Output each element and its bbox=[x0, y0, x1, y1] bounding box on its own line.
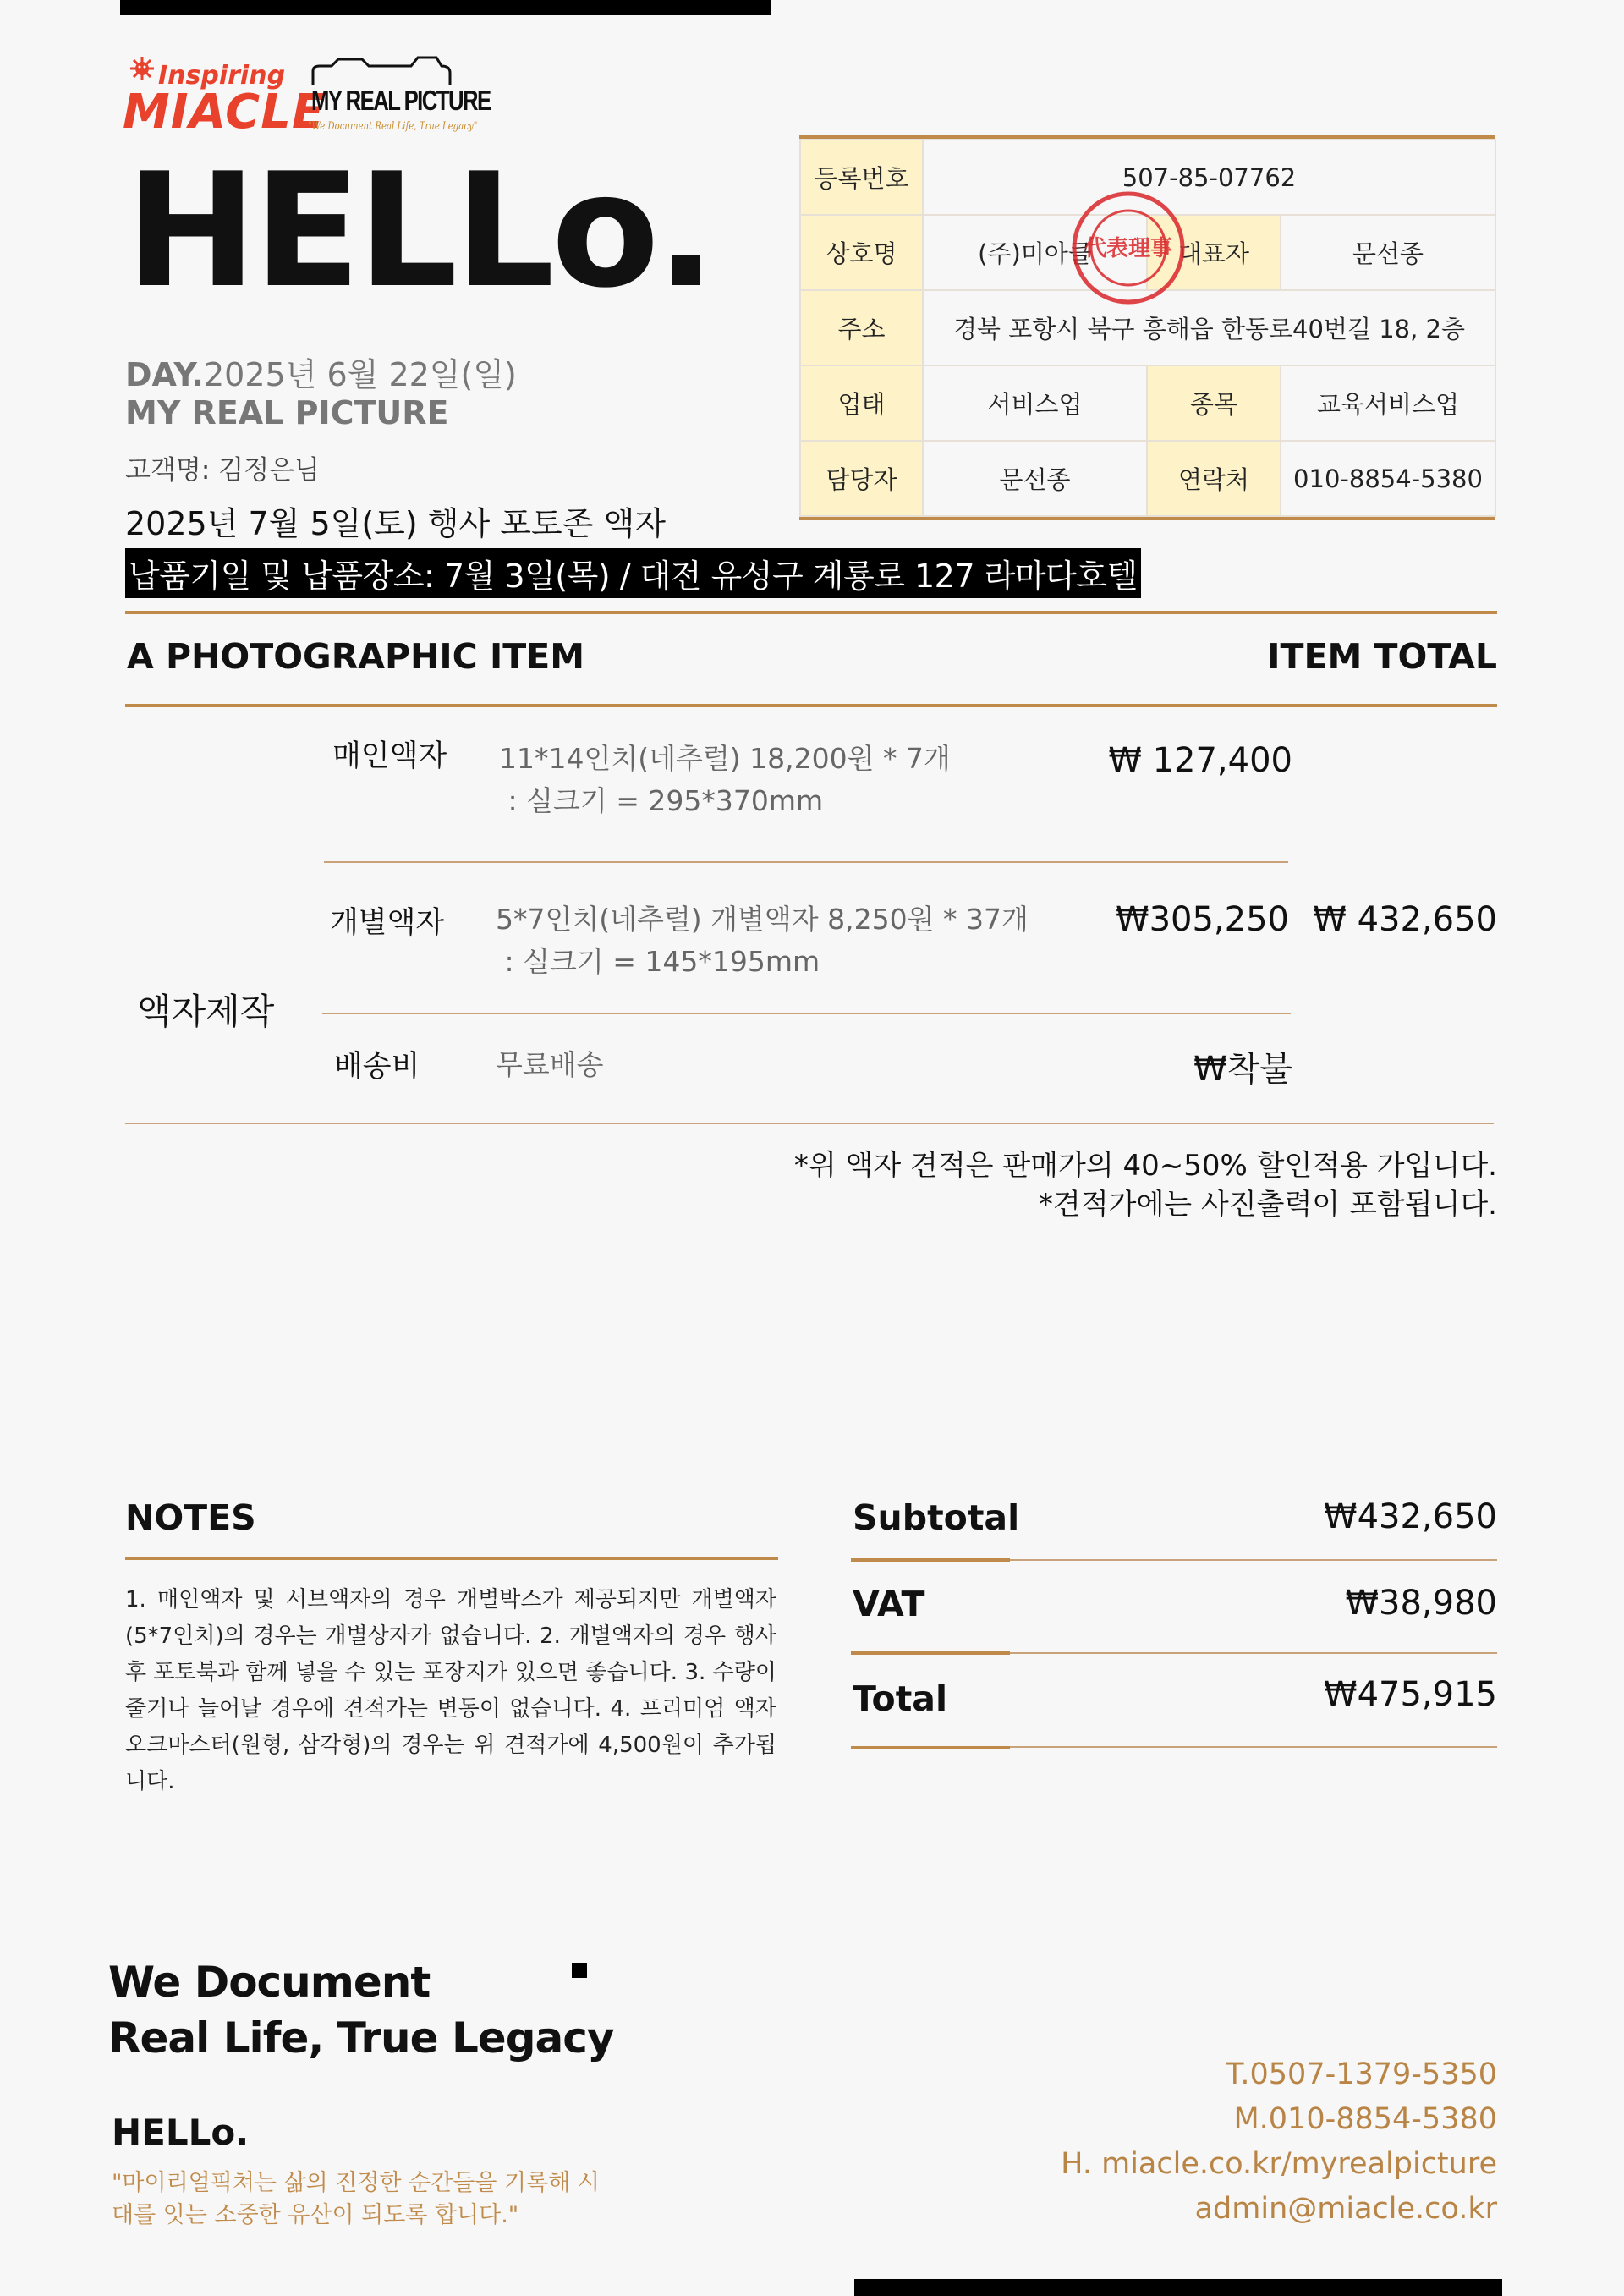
day-label: DAY. bbox=[125, 356, 204, 393]
item-amount-shipping: ₩착불 bbox=[1193, 1050, 1292, 1089]
business-item-label: 종목 bbox=[1147, 365, 1281, 441]
item-desc-main-frame bbox=[499, 738, 951, 822]
subtotal-value: ₩432,650 bbox=[1324, 1497, 1497, 1536]
document-date bbox=[125, 349, 517, 395]
business-type-label: 업태 bbox=[800, 365, 923, 441]
notes-rule bbox=[125, 1557, 778, 1560]
item-name-individual-frame: 개별액자 bbox=[330, 906, 445, 940]
event-title: 2025년 7월 5일(토) 행사 포토존 액자 bbox=[125, 505, 666, 542]
footer-hello: HELLo. bbox=[112, 2112, 250, 2153]
brand-name: MY REAL PICTURE bbox=[125, 394, 449, 431]
item-desc-shipping: 무료배송 bbox=[496, 1048, 604, 1081]
miacle-logo-text: MIACLE bbox=[123, 85, 326, 140]
contact-tel: T.0507-1379-5350 bbox=[1226, 2057, 1497, 2091]
discount-footnote: *위 액자 견적은 판매가의 40~50% 할인적용 가입니다. bbox=[793, 1149, 1497, 1183]
top-bar bbox=[120, 0, 771, 15]
company-name-label: 상호명 bbox=[800, 215, 923, 290]
item-desc-main-frame-line1: 11*14인치(네추럴) 18,200원 * 7개 bbox=[499, 742, 951, 775]
total-rule bbox=[1010, 1746, 1497, 1748]
items-header-right: ITEM TOTAL bbox=[1267, 636, 1497, 677]
footer-tagline-line1: We Document bbox=[108, 1958, 431, 2007]
footer-quote: "마이리얼픽쳐는 삶의 진정한 순간들을 기록해 시대를 잇는 소중한 유산이 되도록 합니다." bbox=[112, 2170, 600, 2228]
customer-name: 고객명: 김정은님 bbox=[125, 455, 320, 486]
subtotal-rule bbox=[1010, 1559, 1497, 1561]
miacle-logo bbox=[123, 52, 326, 140]
notes-body: 1. 매인액자 및 서브액자의 경우 개별박스가 제공되지만 개별액자(5*7인치)의 경우는 개별상자가 없습니다. 2. 개별액자의 경우 행사 후 포토북과 함께 넣을 수 있는 포장지가 있으면 좋습니다. 3. 수량이 줄거나 늘어날 경우에 견적가는 변동이 없습니다. 4. 프리미엄 액자 오크마스터(원형, 삼각형)의 경우는 위 견적가에 4,500원이 추가됩니다. bbox=[125, 1587, 776, 1794]
item-desc-individual-frame bbox=[496, 898, 1029, 983]
my-real-picture-logo bbox=[306, 52, 491, 146]
item-divider bbox=[324, 861, 1288, 863]
items-bottom-rule bbox=[125, 1123, 1494, 1124]
total-rule-accent bbox=[851, 1746, 1010, 1749]
decorative-square bbox=[572, 1963, 587, 1978]
address-label: 주소 bbox=[800, 290, 923, 365]
contact-website[interactable]: H. miacle.co.kr/myrealpicture bbox=[1061, 2147, 1497, 2181]
bottom-bar bbox=[854, 2279, 1502, 2296]
my-real-picture-logo-text: MY REAL PICTURE bbox=[311, 85, 491, 116]
camera-icon bbox=[310, 52, 453, 86]
footer-tagline-line2: Real Life, True Legacy bbox=[108, 2013, 614, 2063]
items-header-rule bbox=[125, 704, 1497, 707]
subtotal-rule-accent bbox=[851, 1558, 1010, 1562]
reg-number-value: 507-85-07762 bbox=[923, 140, 1495, 215]
miacle-logo-inspiring: Inspiring bbox=[158, 61, 286, 91]
ceo-label: 대표자 bbox=[1147, 215, 1281, 290]
contact-email[interactable]: admin@miacle.co.kr bbox=[1194, 2192, 1497, 2226]
total-value: ₩475,915 bbox=[1324, 1675, 1497, 1714]
vat-rule bbox=[1010, 1652, 1497, 1654]
item-desc-main-frame-line2: : 실크기 = 295*370mm bbox=[499, 784, 824, 817]
day-value: 2025년 6월 22일(일) bbox=[203, 356, 517, 393]
subtotal-label: Subtotal bbox=[853, 1497, 1020, 1538]
item-total-amount: ₩ 432,650 bbox=[1313, 900, 1497, 939]
item-category: 액자제작 bbox=[137, 991, 275, 1032]
contact-mobile: M.010-8854-5380 bbox=[1233, 2102, 1497, 2136]
phone-label: 연락처 bbox=[1147, 441, 1281, 516]
hello-heading: HELLo. bbox=[125, 139, 713, 322]
notes-title: NOTES bbox=[125, 1497, 256, 1538]
seal-text: 代表理事 bbox=[1084, 236, 1173, 261]
total-label: Total bbox=[853, 1678, 948, 1719]
my-real-picture-logo-tagline: "We Document Real Life, True Legacy" bbox=[308, 120, 478, 133]
vat-rule-accent bbox=[851, 1651, 1010, 1655]
item-amount-individual-frame: ₩305,250 bbox=[1116, 900, 1289, 939]
item-divider bbox=[322, 1013, 1291, 1014]
item-desc-individual-frame-line2: : 실크기 = 145*195mm bbox=[496, 945, 820, 978]
manager-label: 담당자 bbox=[800, 441, 923, 516]
manager-value: 문선종 bbox=[923, 441, 1147, 516]
company-seal-stamp bbox=[1068, 188, 1188, 308]
business-item-value: 교육서비스업 bbox=[1281, 365, 1495, 441]
vat-label: VAT bbox=[853, 1584, 925, 1624]
company-name-value: (주)미아클 bbox=[923, 215, 1147, 290]
footer-tagline bbox=[108, 1954, 613, 2066]
item-name-shipping: 배송비 bbox=[334, 1050, 420, 1084]
item-name-main-frame: 매인액자 bbox=[332, 739, 447, 773]
phone-value: 010-8854-5380 bbox=[1281, 441, 1495, 516]
delivery-info: 납품기일 및 납품장소: 7월 3일(목) / 대전 유성구 계룡로 127 라마다호텔 bbox=[125, 548, 1141, 598]
sun-icon bbox=[129, 56, 155, 81]
vat-value: ₩38,980 bbox=[1345, 1584, 1497, 1623]
item-amount-main-frame: ₩ 127,400 bbox=[1108, 741, 1292, 780]
business-type-value: 서비스업 bbox=[923, 365, 1147, 441]
ceo-value: 문선종 bbox=[1281, 215, 1495, 290]
reg-number-label: 등록번호 bbox=[800, 140, 923, 215]
item-desc-individual-frame-line1: 5*7인치(네추럴) 개별액자 8,250원 * 37개 bbox=[496, 903, 1029, 936]
items-top-rule bbox=[125, 611, 1497, 614]
print-included-footnote: *견적가에는 사진출력이 포함됩니다. bbox=[1038, 1188, 1497, 1222]
items-header-left: A PHOTOGRAPHIC ITEM bbox=[127, 636, 585, 677]
address-value: 경북 포항시 북구 흥해읍 한동로40번길 18, 2층 bbox=[923, 290, 1495, 365]
